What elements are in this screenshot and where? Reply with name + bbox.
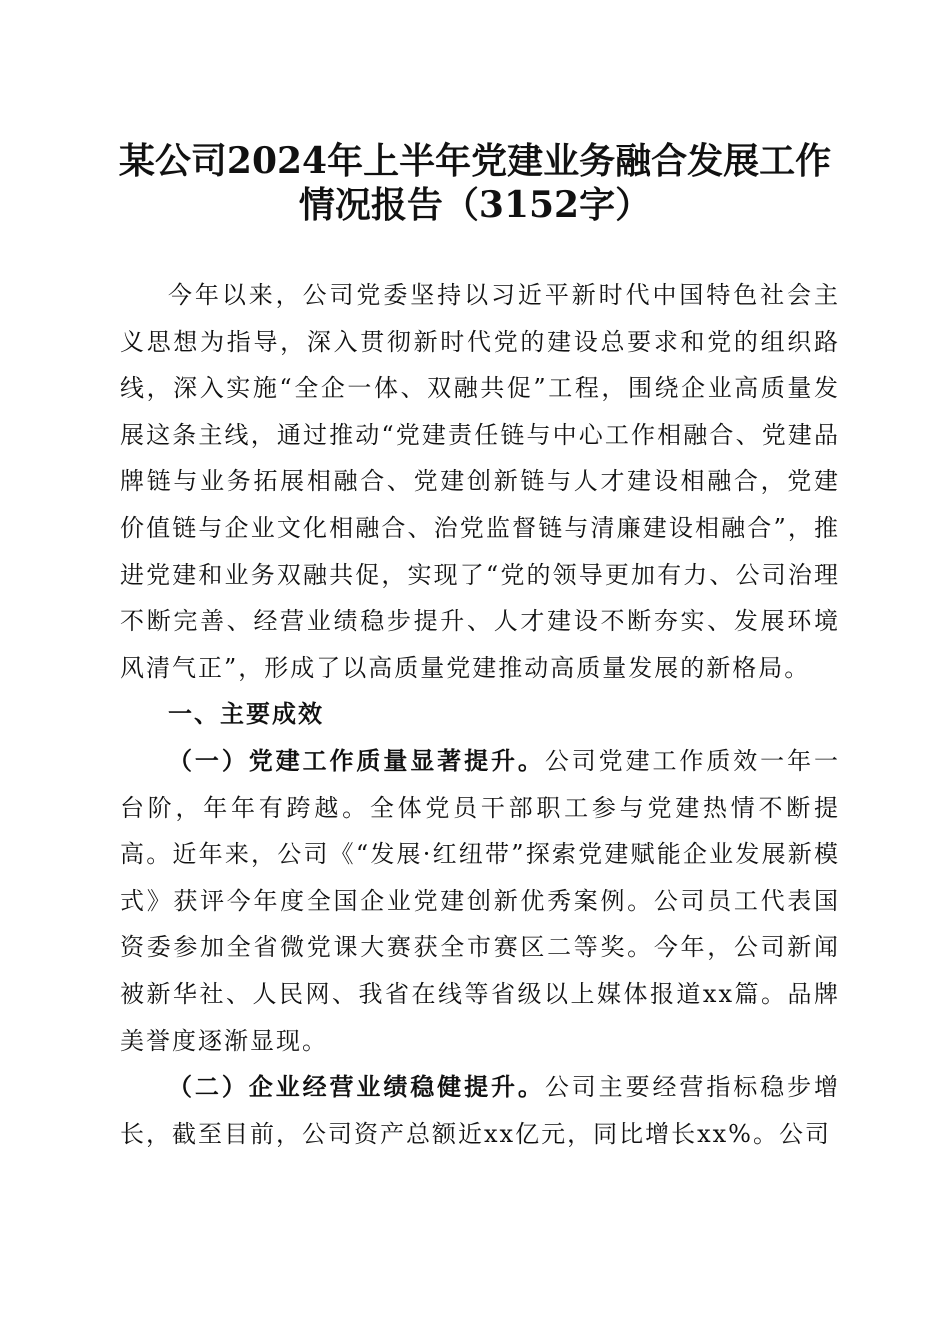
item-2-paragraph xyxy=(120,1064,840,1157)
intro-paragraph: 今年以来，公司党委坚持以习近平新时代中国特色社会主义思想为指导，深入贯彻新时代党的建设总要求和党的组织路线，深入实施“全企一体、双融共促”工程，围绕企业高质量发展这条主线，通过推动“党建责任链与中心工作相融合、党建品牌链与业务拓展相融合、党建创新链与人才建设相融合，党建价值链与企业文化相融合、治党监督链与清廉建设相融合”，推进党建和业务双融共促，实现了“党的领导更加有力、公司治理不断完善、经营业绩稳步提升、人才建设不断夯实、发展环境风清气正”，形成了以高质量党建推动高质量发展的新格局。 xyxy=(120,281,840,682)
document-title-line-1: 某公司2024年上半年党建业务融合发展工作 xyxy=(118,140,832,182)
item-2-text: 公司主要经营指标稳步增长，截至目前，公司资产总额近xx亿元，同比增长xx%。公司 xyxy=(120,1073,841,1148)
item-1-lead: （一）党建工作质量显著提升。 xyxy=(168,745,545,775)
item-1-text: 公司党建工作质效一年一台阶，年年有跨越。全体党员干部职工参与党建热情不断提高。近年来，公司《“发展·红纽带”探索党建赋能企业发展新模式》获评今年度全国企业党建创新优秀案例。公司员工代表国资委参加全省微党课大赛获全市赛区二等奖。今年，公司新闻被新华社、人民网、我省在线等省级以上媒体报道xx篇。品牌美誉度逐渐显现。 xyxy=(120,746,841,1055)
item-1-paragraph xyxy=(120,738,840,1064)
document-title-line-2: 情况报告（3152字） xyxy=(298,184,652,226)
item-2-lead: （二）企业经营业绩稳健提升。 xyxy=(168,1072,545,1102)
section-heading-main-results: 一、主要成效 xyxy=(168,699,324,729)
document-body xyxy=(120,272,840,1157)
